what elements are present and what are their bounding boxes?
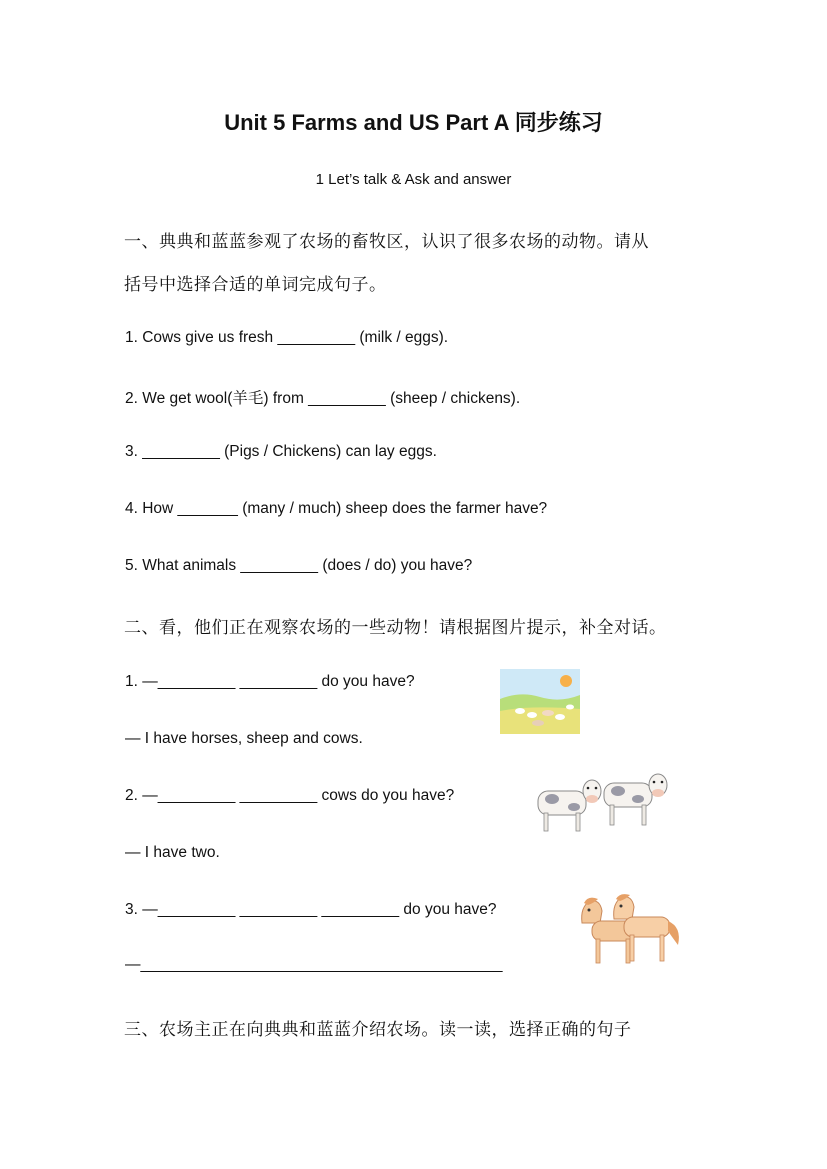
dialogue-answer-1: — I have horses, sheep and cows. bbox=[125, 730, 363, 747]
dialogue-answer-3: —__________________________________________ bbox=[125, 956, 503, 973]
section-1-heading: 一、典典和蓝蓝参观了农场的畜牧区，认识了很多农场的动物。请从 bbox=[124, 232, 649, 251]
cow-icon bbox=[604, 774, 667, 825]
exercise-1-item: 2. We get wool(羊毛) from _________ (sheep / chickens). bbox=[125, 390, 521, 407]
horses-image bbox=[572, 893, 687, 967]
dialogue-question-1: 1. —_________ _________ do you have? bbox=[125, 673, 415, 690]
exercise-1-item: 4. How _______ (many / much) sheep does the farmer have? bbox=[125, 500, 548, 517]
farm-scene-image bbox=[500, 669, 580, 734]
page-title: Unit 5 Farms and US Part A 同步练习 bbox=[224, 110, 603, 135]
dialogue-question-3: 3. —_________ _________ _________ do you have? bbox=[125, 901, 497, 918]
exercise-1-item: 3. _________ (Pigs / Chickens) can lay eggs. bbox=[125, 443, 437, 460]
section-3-heading: 三、农场主正在向典典和蓝蓝介绍农场。读一读，选择正确的句子 bbox=[124, 1020, 632, 1039]
exercise-1-item: 5. What animals _________ (does / do) you have? bbox=[125, 557, 473, 574]
cow-icon bbox=[538, 780, 601, 831]
dialogue-answer-2: — I have two. bbox=[125, 844, 220, 861]
exercise-1-item: 1. Cows give us fresh _________ (milk / eggs). bbox=[125, 329, 449, 346]
section-2-heading: 二、看，他们正在观察农场的一些动物！请根据图片提示，补全对话。 bbox=[124, 618, 667, 637]
cows-image bbox=[530, 773, 670, 835]
page-subtitle: 1 Let’s talk & Ask and answer bbox=[315, 171, 512, 188]
section-1-heading-cont: 括号中选择合适的单词完成句子。 bbox=[124, 275, 387, 294]
dialogue-question-2: 2. —_________ _________ cows do you have? bbox=[125, 787, 455, 804]
